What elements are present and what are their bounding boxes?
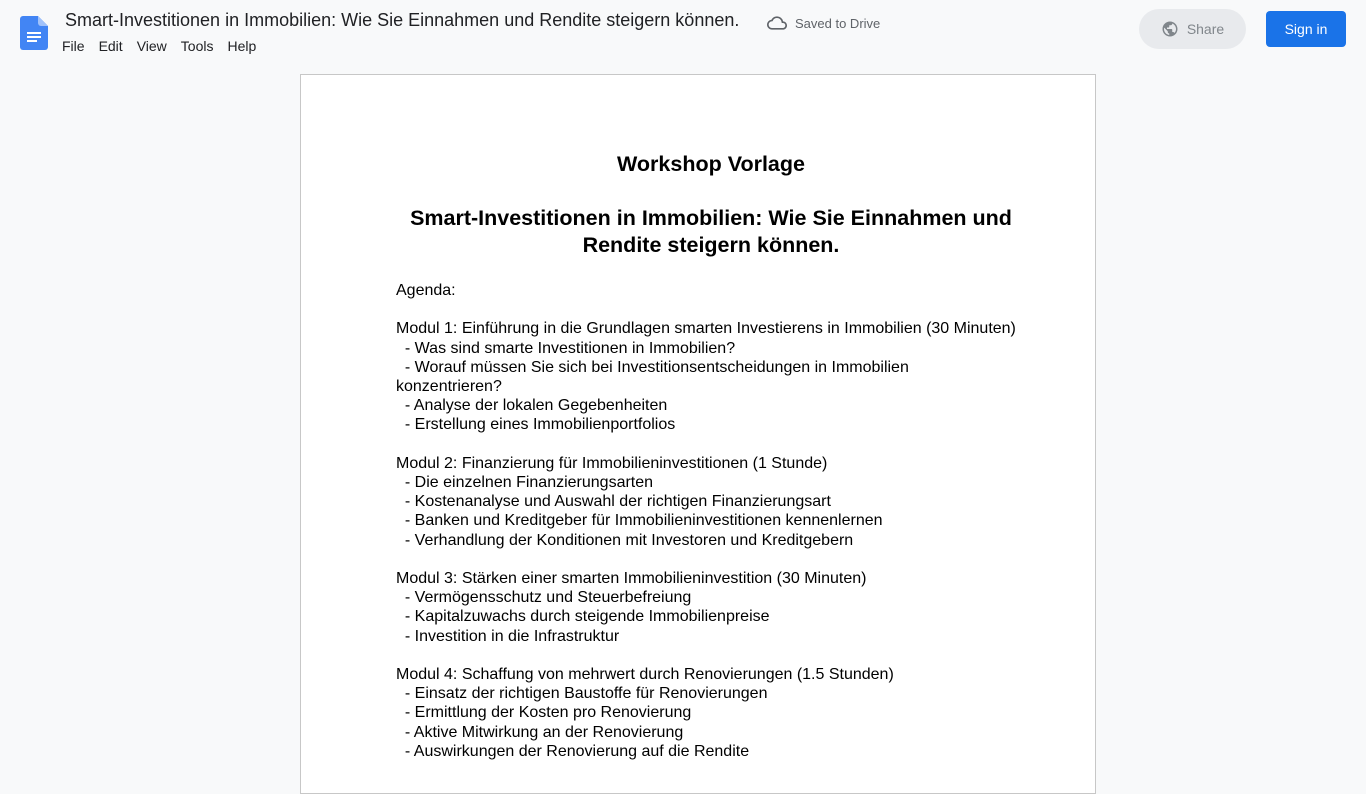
- module-2-item: - Banken und Kreditgeber für Immobilieninvestitionen kennenlernen: [396, 512, 883, 530]
- document-page[interactable]: [300, 74, 1096, 794]
- share-button-label: Share: [1186, 21, 1225, 37]
- module-1-item: - Was sind smarte Investitionen in Immobilien?: [396, 339, 736, 357]
- blank-line: [396, 300, 1026, 319]
- sign-in-button[interactable]: Sign in: [1266, 11, 1346, 47]
- module-4-item: - Auswirkungen der Renovierung auf die Rendite: [396, 742, 750, 760]
- menu-bar: [55, 36, 263, 58]
- agenda-label: Agenda:: [396, 282, 456, 299]
- share-button[interactable]: [1139, 9, 1246, 49]
- module-3-title: Modul 3: Stärken einer smarten Immobilieninvestition (30 Minuten): [396, 570, 867, 587]
- saved-status: [767, 14, 880, 32]
- module-3-item: - Investition in die Infrastruktur: [396, 627, 620, 645]
- blank-line: [396, 435, 1026, 454]
- document-title[interactable]: Smart-Investitionen in Immobilien: Wie Sie Einnahmen und Rendite steigern können.: [65, 10, 740, 30]
- document-subheading-line-2: Rendite steigern können.: [582, 233, 840, 257]
- module-1-item: - Analyse der lokalen Gegebenheiten: [396, 397, 668, 415]
- globe-icon: [1161, 20, 1179, 38]
- google-docs-icon[interactable]: [20, 16, 48, 50]
- module-1-item: - Worauf müssen Sie sich bei Investitionsentscheidungen in Immobilien: [396, 358, 909, 376]
- top-bar: [0, 0, 1366, 64]
- menu-file[interactable]: File: [62, 38, 85, 54]
- menu-help[interactable]: Help: [227, 38, 257, 54]
- document-heading: Workshop Vorlage: [617, 152, 805, 176]
- module-2-item: - Verhandlung der Konditionen mit Investoren und Kreditgebern: [396, 531, 854, 549]
- document-content[interactable]: [396, 151, 1026, 761]
- menu-tools[interactable]: Tools: [180, 38, 214, 54]
- module-1-item: - Erstellung eines Immobilienportfolios: [396, 416, 676, 434]
- cloud-done-icon: [767, 13, 787, 33]
- module-1-title: Modul 1: Einführung in die Grundlagen smarten Investierens in Immobilien (30 Minuten): [396, 320, 1016, 338]
- document-subheading-line-1: Smart-Investitionen in Immobilien: Wie Sie Einnahmen und: [410, 206, 1012, 230]
- saved-status-label: Saved to Drive: [795, 15, 881, 31]
- module-4-item: - Aktive Mitwirkung an der Renovierung: [396, 723, 684, 741]
- module-4-item: - Einsatz der richtigen Baustoffe für Renovierungen: [396, 685, 768, 703]
- module-3-item: - Kapitalzuwachs durch steigende Immobilienpreise: [396, 608, 770, 626]
- module-1-item: konzentrieren?: [396, 378, 502, 395]
- module-2-item: - Die einzelnen Finanzierungsarten: [396, 474, 654, 491]
- module-2-item: - Kostenanalyse und Auswahl der richtigen Finanzierungsart: [396, 493, 831, 511]
- module-3-item: - Vermögensschutz und Steuerbefreiung: [396, 589, 692, 607]
- menu-view[interactable]: View: [136, 38, 167, 54]
- module-4-title: Modul 4: Schaffung von mehrwert durch Renovierungen (1.5 Stunden): [396, 666, 894, 683]
- menu-edit[interactable]: Edit: [98, 38, 123, 54]
- module-2-title: Modul 2: Finanzierung für Immobilieninvestitionen (1 Stunde): [396, 454, 828, 472]
- blank-line: [396, 646, 1026, 665]
- module-4-item: - Ermittlung der Kosten pro Renovierung: [396, 704, 692, 722]
- blank-line: [396, 550, 1026, 569]
